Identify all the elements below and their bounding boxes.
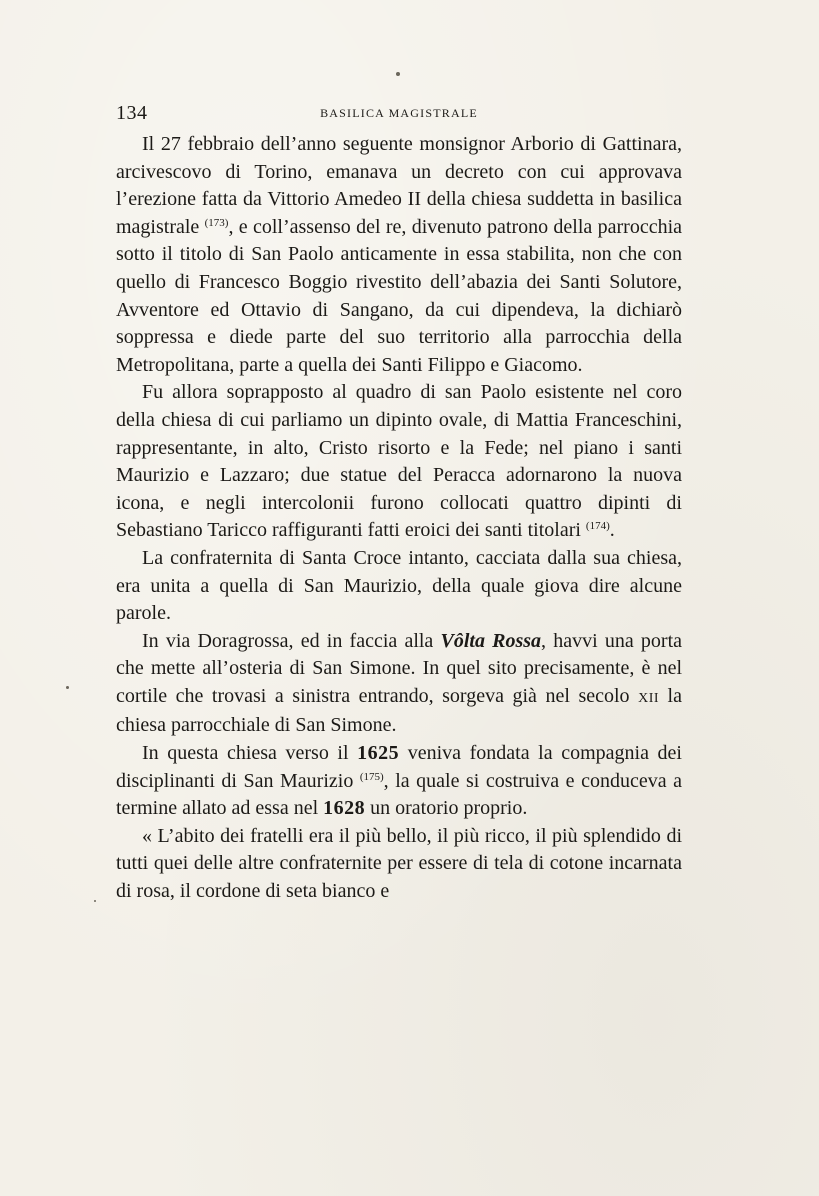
paragraph-5-text-c: , la quale si costruiva e conduceva a termine allato ad essa nel <box>116 769 682 820</box>
footnote-ref-174: (174) <box>585 520 610 533</box>
paragraph-1 <box>116 131 682 379</box>
paragraph-4-text-a: In via Doragrossa, ed in faccia alla <box>142 629 441 652</box>
paragraph-2 <box>116 379 682 545</box>
page-header <box>116 100 682 126</box>
paragraph-2-text-b: . <box>609 519 615 542</box>
paragraph-5 <box>116 740 682 823</box>
paragraph-4-text-c: la chiesa parrocchiale di San Simone. <box>116 684 682 737</box>
paragraph-4 <box>116 628 682 740</box>
paragraph-5-text-d: un oratorio proprio. <box>365 797 528 820</box>
paper-speck <box>396 72 400 76</box>
paper-speck <box>66 686 69 689</box>
year-1628: 1628 <box>323 797 366 820</box>
body-text <box>116 131 682 906</box>
paragraph-3: La confraternita di Santa Croce intanto, cacciata dalla sua chiesa, era unita a quella di San Maurizio, della quale giova dire alcune parole. <box>116 546 682 625</box>
paragraph-5-text-a: In questa chiesa verso il <box>142 742 358 765</box>
paragraph-2-text-a: Fu allora soprapposto al quadro di san Paolo esistente nel coro della chiesa di cui parliamo un dipinto ovale, di Mattia Franceschini, rappresentante, in alto, Cristo risorto e la Fede; nel piano i santi Maurizio e Lazzaro; due statue del Peracca adornarono la nuova icona, e negli intercolonii furono collocati quattro dipinti di Sebastiano Taricco raffiguranti fatti eroici dei santi titolari <box>116 381 682 542</box>
running-head: BASILICA MAGISTRALE <box>320 106 478 120</box>
paragraph-1-text-b: , e coll’assenso del re, divenuto patrono della parrocchia sotto il titolo di San Paolo anticamente in essa stabilita, non che con quello di Francesco Boggio rivestito dell’abazia dei Santi Solutore, Avventore ed Ottavio di Sangano, da cui dipendeva, la dichiarò soppressa e diede parte del suo territorio alla parrocchia della Metropolitana, parte a quella dei Santi Filippo e Giacomo. <box>116 215 683 376</box>
paragraph-1-text-a: Il 27 febbraio dell’anno seguente monsignor Arborio di Gattinara, arcivescovo di Torino, emanava un decreto con cui approvava l’erezione fatta da Vittorio Amedeo II della chiesa suddetta in basilica magistrale <box>116 133 682 238</box>
century-numeral: XII <box>638 690 660 706</box>
year-1625: 1625 <box>357 742 400 765</box>
paper-speck <box>94 900 96 902</box>
paragraph-4-text-b: , havvi una porta che mette all’osteria di San Simone. In quel sito precisamente, è nel cortile che trovasi a sinistra entrando, sorgeva già nel secolo <box>116 629 683 707</box>
place-name-volta-rossa: Vôlta Rossa <box>440 629 542 652</box>
page-number: 134 <box>116 102 148 124</box>
paragraph-5-text-b: veniva fondata la compagnia dei disciplinanti di San Maurizio <box>116 742 682 792</box>
footnote-ref-175: (175) <box>359 770 384 783</box>
paragraph-6: « L’abito dei fratelli era il più bello, il più ricco, il più splendido di tutti quei delle altre confraternite per essere di tela di cotone incarnata di rosa, il cordone di seta bianco e <box>116 824 682 903</box>
footnote-ref-173: (173) <box>204 216 229 229</box>
